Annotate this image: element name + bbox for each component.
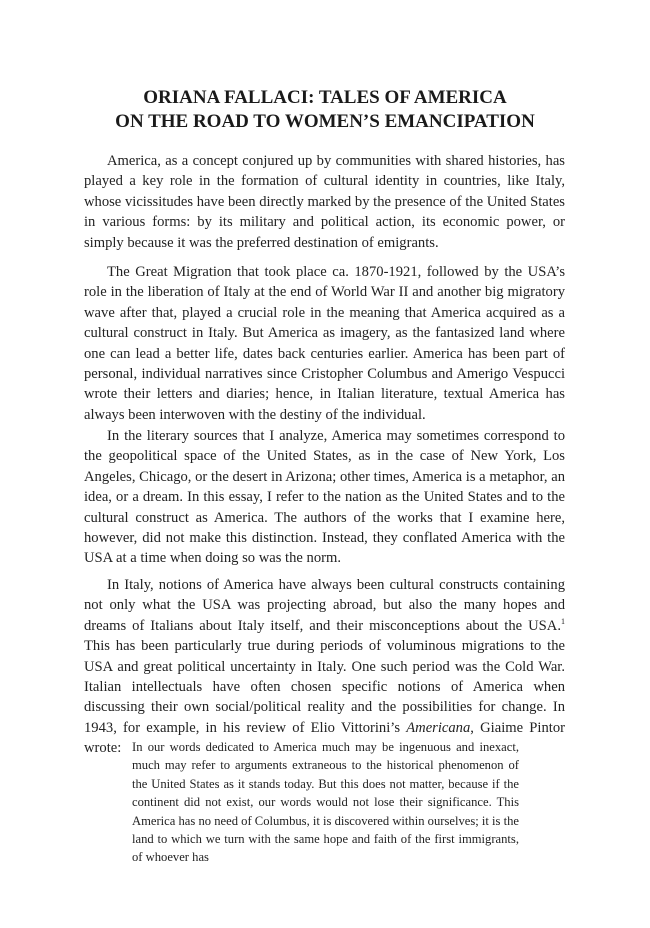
document-title [60, 86, 590, 134]
book-title-americana: Americana [406, 719, 471, 736]
paragraph-3: In the literary sources that I analyze, America may sometimes correspond to the geopolitical space of the United States, as in the case of New York, Los Angeles, Chicago, or the desert in Arizona; other times, America is a metaphor, an idea, or a dream. In this essay, I refer to the nation as the United States and to the cultural construct as America. The authors of the works that I examine here, however, did not make this distinction. Instead, they conflated America with the USA at a time when doing so was the norm. [84, 428, 565, 567]
paragraph-2: The Great Migration that took place ca. 1870-1921, followed by the USA’s role in the liberation of Italy at the end of World War II and another big migratory wave after that, played a crucial role in the meaning that America acquired as a cultural construct in Italy. But America as imagery, as the fantasized land where one can lead a better life, dates back centuries earlier. America has been part of personal, individual narratives since Cristopher Columbus and Amerigo Vespucci wrote their letters and diaries; hence, in Italian literature, textual America has always been interwoven with the destiny of the individual. [84, 264, 565, 423]
footnote-marker[interactable]: 1 [561, 616, 565, 626]
paragraph-4-text-b: This has been particularly true during periods of voluminous migrations to the USA and great political uncertainty in Italy. One such period was the Cold War. Italian intellectuals have often chosen specific notions of America when discussing their own social/political reality and the possibilities for change. In 1943, for example, in his review of Elio Vittorini’s [84, 638, 565, 736]
paragraph-4-text-a: In Italy, notions of America have always been cultural constructs containing not only what the USA was projecting abroad, but also the many hopes and dreams of Italians about Italy itself, and their misconceptions about the USA. [84, 577, 565, 634]
title-line-1: ORIANA FALLACI: TALES OF AMERICA [143, 87, 507, 108]
title-line-2: ON THE ROAD TO WOMEN’S EMANCIPATION [115, 111, 535, 132]
paragraph-4-text-c: , Giaime Pintor wrote: [84, 719, 565, 757]
paragraph-4 [84, 575, 565, 759]
block-quote: In our words dedicated to America much may be ingenuous and inexact, much may refer to arguments extraneous to the historical phenomenon of the United States as it stands today. But this does not matter, because if the continent did not exist, our words would not lose their significance. This America has no need of Columbus, it is discovered within ourselves; it is the land to which we turn with the same hope and faith of the first immigrants, of whoever has [132, 740, 519, 865]
paragraph-1: America, as a concept conjured up by communities with shared histories, has played a key role in the formation of cultural identity in countries, like Italy, whose vicissitudes have been directly marked by the presence of the United States in various forms: by its military and political action, its economic power, or simply because it was the preferred destination of emigrants. [84, 153, 565, 251]
